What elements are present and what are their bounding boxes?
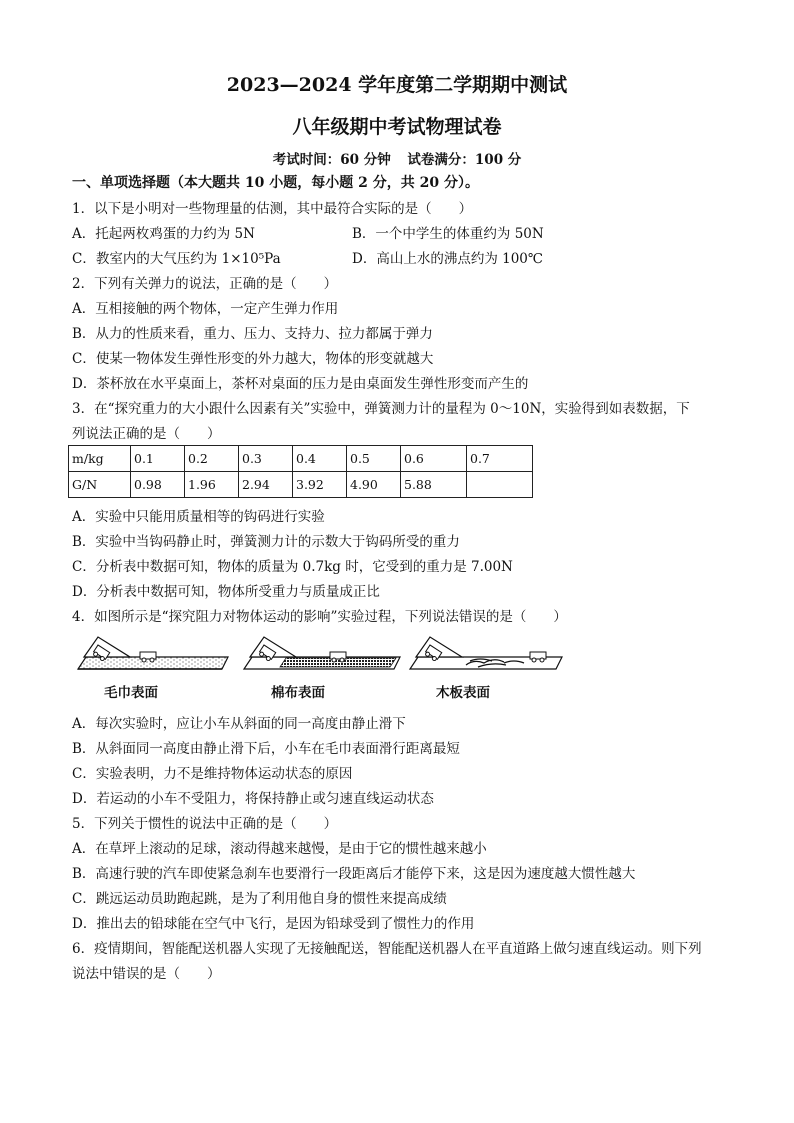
wood-surface-label: 木板表面: [436, 685, 490, 701]
q4-option-c: C．实验表明，力不是维持物体运动状态的原因: [72, 766, 353, 782]
q3-stem-cont: 列说法正确的是（ ）: [72, 426, 221, 442]
table-row: [69, 446, 533, 472]
q2-option-b: B．从力的性质来看，重力、压力、支持力、拉力都属于弹力: [72, 326, 433, 342]
q3-option-b: B．实验中当钩码静止时，弹簧测力计的示数大于钩码所受的重力: [72, 534, 460, 550]
wood-surface-panel: [410, 637, 562, 669]
q3-option-c: C．分析表中数据可知，物体的质量为 0.7kg 时，它受到的重力是 7.00N: [72, 559, 513, 575]
q1-option-d: D．高山上水的沸点约为 100℃: [352, 251, 543, 267]
cloth-surface-panel: [244, 637, 400, 669]
q2-option-c: C．使某一物体发生弹性形变的外力越大，物体的形变就越大: [72, 351, 434, 367]
q3-option-d: D．分析表中数据可知，物体所受重力与质量成正比: [72, 584, 380, 600]
table-cell: 0.5: [347, 446, 401, 472]
table-cell: 3.92: [293, 472, 347, 498]
q5-option-d: D．推出去的铅球能在空气中飞行，是因为铅球受到了惯性力的作用: [72, 916, 475, 932]
table-cell: 0.98: [131, 472, 185, 498]
q3-option-a: A．实验中只能用质量相等的钩码进行实验: [72, 509, 325, 525]
q2-option-a: A．互相接触的两个物体，一定产生弹力作用: [72, 301, 339, 317]
table-cell: 0.2: [185, 446, 239, 472]
q5-option-b: B．高速行驶的汽车即使紧急刹车也要滑行一段距离后才能停下来，这是因为速度越大惯性越大: [72, 866, 636, 882]
q3-stem: 3．在“探究重力的大小跟什么因素有关”实验中，弹簧测力计的量程为 0～10N，实验得到如表数据，下: [72, 401, 690, 417]
table-cell: 0.3: [239, 446, 293, 472]
q3-data-table: [68, 445, 533, 498]
table-cell: m/kg: [69, 446, 131, 472]
table-cell: 4.90: [347, 472, 401, 498]
q4-option-d: D．若运动的小车不受阻力，将保持静止或匀速直线运动状态: [72, 791, 434, 807]
q5-option-a: A．在草坪上滚动的足球，滚动得越来越慢，是由于它的惯性越来越小: [72, 841, 487, 857]
table-cell: 5.88: [401, 472, 467, 498]
q1-option-b: B．一个中学生的体重约为 50N: [352, 226, 544, 242]
q6-stem-cont: 说法中错误的是（ ）: [72, 966, 221, 982]
exam-meta: [0, 148, 794, 168]
section-heading: 一、单项选择题（本大题共 10 小题，每小题 2 分，共 20 分）。: [72, 175, 479, 191]
full-score: 试卷满分：100 分: [407, 152, 522, 168]
table-cell: 0.7: [467, 446, 533, 472]
q5-option-c: C．跳远运动员助跑起跳，是为了利用他自身的惯性来提高成绩: [72, 891, 447, 907]
q2-option-d: D．茶杯放在水平桌面上，茶杯对桌面的压力是由桌面发生弹性形变而产生的: [72, 376, 529, 392]
table-cell: [467, 472, 533, 498]
exam-time: 考试时间：60 分钟: [272, 152, 391, 168]
table-cell: 0.4: [293, 446, 347, 472]
table-cell: 0.1: [131, 446, 185, 472]
q4-stem: 4．如图所示是“探究阻力对物体运动的影响”实验过程，下列说法错误的是（ ）: [72, 609, 567, 625]
q2-stem: 2．下列有关弹力的说法，正确的是（ ）: [72, 276, 338, 292]
towel-surface-label: 毛巾表面: [104, 685, 158, 701]
table-row: [69, 472, 533, 498]
q4-option-a: A．每次实验时，应让小车从斜面的同一高度由静止滑下: [72, 716, 406, 732]
q5-stem: 5．下列关于惯性的说法中正确的是（ ）: [72, 816, 338, 832]
q1-option-a: A．托起两枚鸡蛋的力约为 5N: [72, 226, 255, 242]
table-cell: G/N: [69, 472, 131, 498]
towel-surface-panel: [78, 637, 228, 669]
q4-option-b: B．从斜面同一高度由静止滑下后，小车在毛巾表面滑行距离最短: [72, 741, 460, 757]
cloth-surface-label: 棉布表面: [271, 685, 325, 701]
table-cell: 2.94: [239, 472, 293, 498]
q1-option-c: C．教室内的大气压约为 1×10⁵Pa: [72, 251, 281, 267]
exam-subtitle: 八年级期中考试物理试卷: [292, 116, 502, 138]
q1-stem: 1．以下是小明对一些物理量的估测，其中最符合实际的是（ ）: [72, 201, 473, 217]
table-cell: 1.96: [185, 472, 239, 498]
table-cell: 0.6: [401, 446, 467, 472]
q6-stem: 6．疫情期间，智能配送机器人实现了无接触配送，智能配送机器人在平直道路上做匀速直线运动。则下列: [72, 941, 702, 957]
exam-title: 2023—2024 学年度第二学期期中测试: [226, 74, 568, 96]
